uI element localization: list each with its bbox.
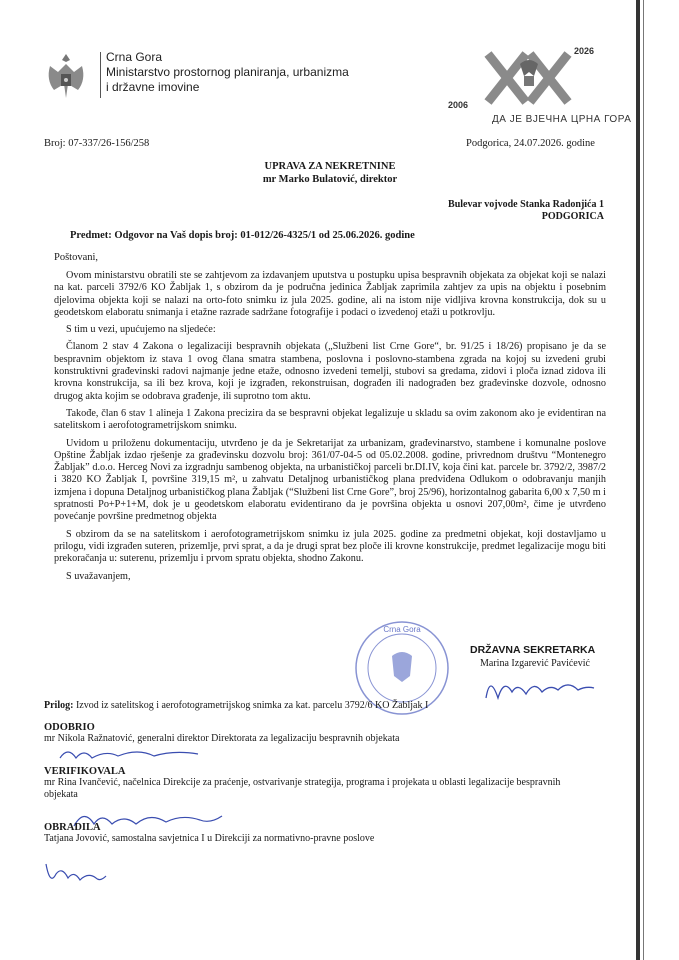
verified-heading: VERIFIKOVALA bbox=[44, 766, 126, 777]
attachment-line bbox=[44, 700, 428, 711]
address-city: PODGORICA bbox=[541, 211, 604, 222]
logo-year-right: 2026 bbox=[574, 46, 595, 56]
recipient-institution: UPRAVA ZA NEKRETNINE bbox=[264, 161, 396, 172]
paragraph: Takođe, član 6 stav 1 alineja 1 Zakona precizira da se bespravni objekat legalizuje u skladu sa ovim zakonom ako je evidentiran na satelitskom i aerofotogrametrijskom snimku. bbox=[54, 407, 606, 432]
approved-text: mr Nikola Ražnatović, generalni direktor Direktorata za legalizaciju bespravnih objekata bbox=[44, 733, 400, 744]
attachment-label: Prilog: bbox=[44, 700, 74, 711]
approver-signature-icon bbox=[58, 744, 208, 764]
handwritten-signature-icon bbox=[478, 668, 598, 708]
processor-signature-icon bbox=[40, 856, 110, 892]
salutation: Poštovani, bbox=[54, 252, 99, 263]
place-and-date: Podgorica, 24.07.2026. godine bbox=[466, 138, 595, 149]
binder-edge-inner bbox=[643, 0, 644, 960]
processed-block bbox=[44, 822, 584, 845]
paragraph: Ovom ministarstvu obratili ste se zahtjevom za izdavanjem uputstva u postupku upisa bespravnih objekata za objekat koji se nalazi na kat. parceli 3792/6 KO Žabljak 1, s obzirom da je područna jedinica Žabljak zaprimila zahtjev za upis na objektu i posebnim djelovima objekta koji se nalazi na orto-foto snimku iz jula 2025. godine, ali na istom nije vidljiva krovna konstrukcija, dok su u geodetskom elaboratu snimanja i etažne razrade sadržane fotografije i podaci o izvedenoj etaži u potkrovlju. bbox=[54, 270, 606, 318]
signatory-name: Marina Izgarević Pavićević bbox=[480, 658, 590, 669]
recipient-person: mr Marko Bulatović, direktor bbox=[262, 174, 398, 185]
stamp-text: Crna Gora bbox=[383, 625, 421, 634]
binder-edge bbox=[636, 0, 640, 960]
approved-heading: ODOBRIO bbox=[44, 722, 95, 733]
document-number: Broj: 07-337/26-156/258 bbox=[44, 138, 150, 149]
letter-body bbox=[54, 270, 606, 588]
ministry-line-2: Ministarstvo prostornog planiranja, urbanizma bbox=[106, 65, 349, 79]
paragraph: Članom 2 stav 4 Zakona o legalizaciji bespravnih objekata („Službeni list Crne Gore“, br. 91/25 i 18/26) propisano je da se bespravnim objektom iz stava 1 ovog člana smatra stambena, poslovna i poslovno-stambena zgrada na kojoj su izvedeni grubi konstruktivni građevinski radovi najmanje jedne etaže, odnosno izvedeni temelji, stubovi sa gredama, zidovi i ploča iznad zidova ili krovna konstrukcija, sa ili bez krova, koji je izgrađen, rekonstruisan, dograđen ili nadograđen bez građevinske dozvole, odnosno drugog akta kojim se odobrava građenje, ili suprotno tom aktu. bbox=[54, 341, 606, 402]
approval-block bbox=[44, 722, 604, 745]
processed-text: Tatjana Jovović, samostalna savjetnica I u Direkciji za normativno-pravne poslove bbox=[44, 833, 375, 844]
subject-line: Predmet: Odgovor na Vaš dopis broj: 01-012/26-4325/1 od 25.06.2026. godine bbox=[70, 230, 415, 241]
ministry-line-3: i državne imovine bbox=[106, 80, 200, 94]
address-street: Bulevar vojvode Stanka Radonjića 1 bbox=[448, 199, 604, 210]
logo-year-left: 2006 bbox=[448, 100, 469, 110]
logo-tagline: ДА ЈЕ ВЈЕЧНА ЦРНА ГОРА bbox=[492, 114, 632, 125]
coat-of-arms-icon bbox=[44, 50, 88, 102]
ministry-line-1: Crna Gora bbox=[106, 50, 163, 64]
ministry-name bbox=[106, 50, 349, 95]
paragraph: S tim u vezi, upućujemo na sljedeće: bbox=[66, 324, 216, 336]
attachment-text: Izvod iz satelitskog i aerofotogrametrijskog snimka za kat. parcelu 3792/6 KO Žabljak I bbox=[73, 700, 429, 711]
verified-text: mr Rina Ivančević, načelnica Direkcije za praćenje, ostvarivanje strategija, programa i projekata u oblasti legalizacije bespravnih objekata bbox=[44, 777, 561, 800]
letterhead bbox=[44, 42, 632, 125]
verification-block bbox=[44, 766, 564, 801]
recipient-address bbox=[380, 199, 604, 223]
processed-heading: OBRADILA bbox=[44, 822, 101, 833]
paragraph: S uvažavanjem, bbox=[66, 570, 131, 582]
paragraph: Uvidom u priloženu dokumentaciju, utvrđeno je da je Sekretarijat za urbanizam, građevinarstvo, stambene i komunalne poslove Opštine Žabljak izdao rješenje za građevinsku dozvolu broj: 361/07-04-5 od 05.02.2008. godine, privrednom društvu “Montenegro Žabljak” d.o.o. Herceg Novi za izgradnju sambenog objekta, na urbanističkoj parceli br.DI.IV, koja čini kat. parcele br. 3792/2, 3987/2 i 3820 KO Žabljak I, površine 319,15 m², u zahvatu Detaljnog urbanističkog plana predviđena Odlukom o odobravanju manjih izmjena i dopuna Detaljnog urbanističkog plana Žabljak (“Službeni list Crne Gore”, broj 25/96), horizontalnog gabarita 6,00 x 7,50 m i spratnosti Po+P+1+M, dok je u geodetskom elaboratu evidentirano da je površina objekta u osnovi 207,00m², čime je utvrđeno povećanje površine predmetnog objekta bbox=[54, 437, 606, 523]
header-separator bbox=[100, 52, 101, 98]
paragraph: S obzirom da se na satelitskom i aerofotogrametrijskom snimku iz jula 2025. godine za predmetni objekat, koji dostavljamo u prilogu, vidi izgrađen suteren, prizemlje, prvi sprat, a da je drugi sprat bez ploče ili krovne konstrukcije, predmet legalizacije mogu biti prekoračanja u: suterenu, prizemlju i prvom spratu objekta, shodno Zakonu. bbox=[54, 528, 606, 565]
recipient bbox=[180, 160, 480, 186]
signatory-title: DRŽAVNA SEKRETARKA bbox=[470, 644, 596, 656]
